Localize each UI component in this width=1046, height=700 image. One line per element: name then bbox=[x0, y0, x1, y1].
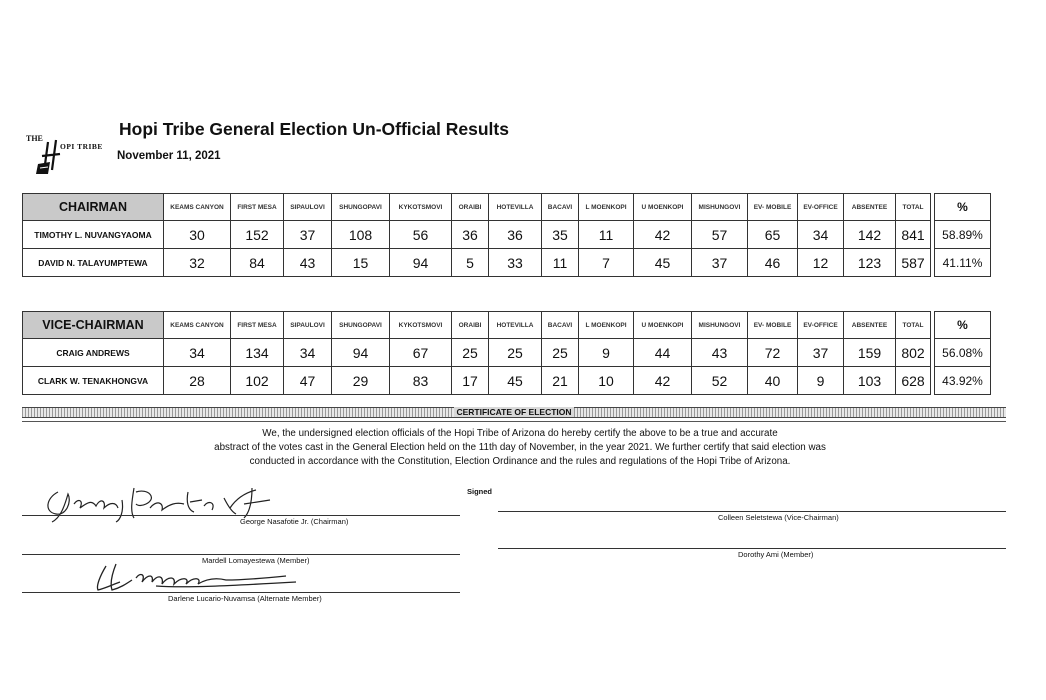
column-header: HOTEVILLA bbox=[489, 194, 542, 221]
vote-percent: 56.08% bbox=[935, 339, 991, 367]
certificate-line: conducted in accordance with the Constitution, Election Ordinance and the rules and regulations of the Hopi Tribe of Arizona. bbox=[249, 456, 791, 467]
column-header: ORAIBI bbox=[452, 194, 489, 221]
column-header: EV- MOBILE bbox=[748, 194, 798, 221]
vote-count: 42 bbox=[634, 221, 692, 249]
vote-count: 159 bbox=[844, 339, 896, 367]
vote-count: 52 bbox=[692, 367, 748, 395]
signature-line bbox=[22, 592, 460, 593]
signer-vice-chairman: Colleen Seletstewa (Vice-Chairman) bbox=[718, 513, 839, 522]
column-header: KEAMS CANYON bbox=[164, 312, 231, 339]
column-header: MISHUNGOVI bbox=[692, 194, 748, 221]
vote-count: 43 bbox=[692, 339, 748, 367]
column-header: L MOENKOPI bbox=[579, 312, 634, 339]
role-header: CHAIRMAN bbox=[23, 194, 164, 221]
vote-count: 42 bbox=[634, 367, 692, 395]
column-header: U MOENKOPI bbox=[634, 312, 692, 339]
vote-percent: 41.11% bbox=[935, 249, 991, 277]
vote-count: 9 bbox=[798, 367, 844, 395]
vote-total: 802 bbox=[896, 339, 931, 367]
vote-count: 152 bbox=[231, 221, 284, 249]
vote-count: 25 bbox=[489, 339, 542, 367]
vote-count: 65 bbox=[748, 221, 798, 249]
page-title: Hopi Tribe General Election Un-Official Results bbox=[119, 119, 509, 139]
vote-count: 102 bbox=[231, 367, 284, 395]
chairman-results-table bbox=[22, 193, 991, 277]
vote-count: 45 bbox=[489, 367, 542, 395]
column-header: EV- MOBILE bbox=[748, 312, 798, 339]
vote-count: 9 bbox=[579, 339, 634, 367]
vote-count: 30 bbox=[164, 221, 231, 249]
vote-count: 12 bbox=[798, 249, 844, 277]
percent-header: % bbox=[935, 312, 991, 339]
vote-count: 40 bbox=[748, 367, 798, 395]
vote-count: 83 bbox=[390, 367, 452, 395]
vote-count: 37 bbox=[798, 339, 844, 367]
vote-count: 94 bbox=[332, 339, 390, 367]
tribe-logo bbox=[26, 132, 106, 176]
vote-count: 37 bbox=[284, 221, 332, 249]
vote-count: 15 bbox=[332, 249, 390, 277]
vote-count: 11 bbox=[579, 221, 634, 249]
vote-count: 56 bbox=[390, 221, 452, 249]
certificate-title: CERTIFICATE OF ELECTION bbox=[456, 407, 572, 417]
vote-total: 628 bbox=[896, 367, 931, 395]
candidate-name: DAVID N. TALAYUMPTEWA bbox=[23, 249, 164, 277]
column-header: KYKOTSMOVI bbox=[390, 194, 452, 221]
vote-percent: 43.92% bbox=[935, 367, 991, 395]
column-header: SIPAULOVI bbox=[284, 312, 332, 339]
vote-count: 43 bbox=[284, 249, 332, 277]
table-row bbox=[23, 221, 991, 249]
vote-count: 10 bbox=[579, 367, 634, 395]
vote-count: 142 bbox=[844, 221, 896, 249]
candidate-name: TIMOTHY L. NUVANGYAOMA bbox=[23, 221, 164, 249]
vote-count: 28 bbox=[164, 367, 231, 395]
vote-count: 37 bbox=[692, 249, 748, 277]
signature-line bbox=[22, 515, 460, 516]
signed-label: Signed bbox=[467, 487, 493, 496]
vote-count: 45 bbox=[634, 249, 692, 277]
column-header: FIRST MESA bbox=[231, 194, 284, 221]
column-header: ABSENTEE bbox=[844, 194, 896, 221]
certificate-line: abstract of the votes cast in the General Election held on the 11th day of November, in the year 2021. We further certify that said election was bbox=[214, 442, 826, 453]
vote-count: 35 bbox=[542, 221, 579, 249]
vote-count: 84 bbox=[231, 249, 284, 277]
signer-alternate-member: Darlene Lucario-Nuvamsa (Alternate Member) bbox=[168, 594, 322, 603]
vote-count: 25 bbox=[542, 339, 579, 367]
vote-count: 47 bbox=[284, 367, 332, 395]
certificate-text bbox=[150, 427, 890, 469]
vote-count: 57 bbox=[692, 221, 748, 249]
column-header: HOTEVILLA bbox=[489, 312, 542, 339]
column-header: SIPAULOVI bbox=[284, 194, 332, 221]
vote-count: 103 bbox=[844, 367, 896, 395]
column-header: KYKOTSMOVI bbox=[390, 312, 452, 339]
column-header: BACAVI bbox=[542, 194, 579, 221]
signature-line bbox=[22, 554, 460, 555]
signer-chairman: George Nasafotie Jr. (Chairman) bbox=[240, 517, 349, 526]
logo-tribe-text: OPI TRIBE bbox=[60, 142, 103, 151]
candidate-name: CRAIG ANDREWS bbox=[23, 339, 164, 367]
column-header: SHUNGOPAVI bbox=[332, 312, 390, 339]
vote-count: 34 bbox=[284, 339, 332, 367]
column-header: EV-OFFICE bbox=[798, 312, 844, 339]
report-date: November 11, 2021 bbox=[117, 150, 221, 162]
signature-line bbox=[498, 548, 1006, 549]
role-header: VICE-CHAIRMAN bbox=[23, 312, 164, 339]
vote-total: 587 bbox=[896, 249, 931, 277]
vote-count: 72 bbox=[748, 339, 798, 367]
vote-count: 17 bbox=[452, 367, 489, 395]
percent-header: % bbox=[935, 194, 991, 221]
vote-count: 7 bbox=[579, 249, 634, 277]
vice-chairman-results-table bbox=[22, 311, 991, 395]
column-header: BACAVI bbox=[542, 312, 579, 339]
vote-count: 21 bbox=[542, 367, 579, 395]
column-header: ABSENTEE bbox=[844, 312, 896, 339]
vote-count: 94 bbox=[390, 249, 452, 277]
column-header: TOTAL bbox=[896, 312, 931, 339]
column-header: FIRST MESA bbox=[231, 312, 284, 339]
logo-the-text: THE bbox=[26, 134, 43, 143]
vote-count: 5 bbox=[452, 249, 489, 277]
column-header: MISHUNGOVI bbox=[692, 312, 748, 339]
candidate-name: CLARK W. TENAKHONGVA bbox=[23, 367, 164, 395]
alternate-member-signature bbox=[86, 560, 316, 596]
vote-count: 134 bbox=[231, 339, 284, 367]
vote-count: 34 bbox=[798, 221, 844, 249]
column-header: EV-OFFICE bbox=[798, 194, 844, 221]
vote-count: 36 bbox=[489, 221, 542, 249]
table-row bbox=[23, 249, 991, 277]
signature-line bbox=[498, 511, 1006, 512]
column-header: KEAMS CANYON bbox=[164, 194, 231, 221]
column-header: SHUNGOPAVI bbox=[332, 194, 390, 221]
vote-count: 123 bbox=[844, 249, 896, 277]
signer-member-2: Dorothy Ami (Member) bbox=[738, 550, 814, 559]
vote-percent: 58.89% bbox=[935, 221, 991, 249]
table-row bbox=[23, 339, 991, 367]
column-header: TOTAL bbox=[896, 194, 931, 221]
column-header: U MOENKOPI bbox=[634, 194, 692, 221]
column-header: ORAIBI bbox=[452, 312, 489, 339]
vote-count: 32 bbox=[164, 249, 231, 277]
vote-count: 34 bbox=[164, 339, 231, 367]
vote-count: 108 bbox=[332, 221, 390, 249]
vote-count: 25 bbox=[452, 339, 489, 367]
vote-count: 67 bbox=[390, 339, 452, 367]
certificate-banner bbox=[22, 407, 1006, 418]
column-header: L MOENKOPI bbox=[579, 194, 634, 221]
signer-member-1: Mardell Lomayestewa (Member) bbox=[202, 556, 310, 565]
certificate-line: We, the undersigned election officials of the Hopi Tribe of Arizona do hereby certify the above to be a true and accurate bbox=[262, 428, 778, 439]
vote-count: 36 bbox=[452, 221, 489, 249]
vote-count: 11 bbox=[542, 249, 579, 277]
vote-count: 29 bbox=[332, 367, 390, 395]
vote-count: 46 bbox=[748, 249, 798, 277]
vote-count: 44 bbox=[634, 339, 692, 367]
vote-count: 33 bbox=[489, 249, 542, 277]
vote-total: 841 bbox=[896, 221, 931, 249]
divider bbox=[22, 421, 1006, 422]
table-row bbox=[23, 367, 991, 395]
